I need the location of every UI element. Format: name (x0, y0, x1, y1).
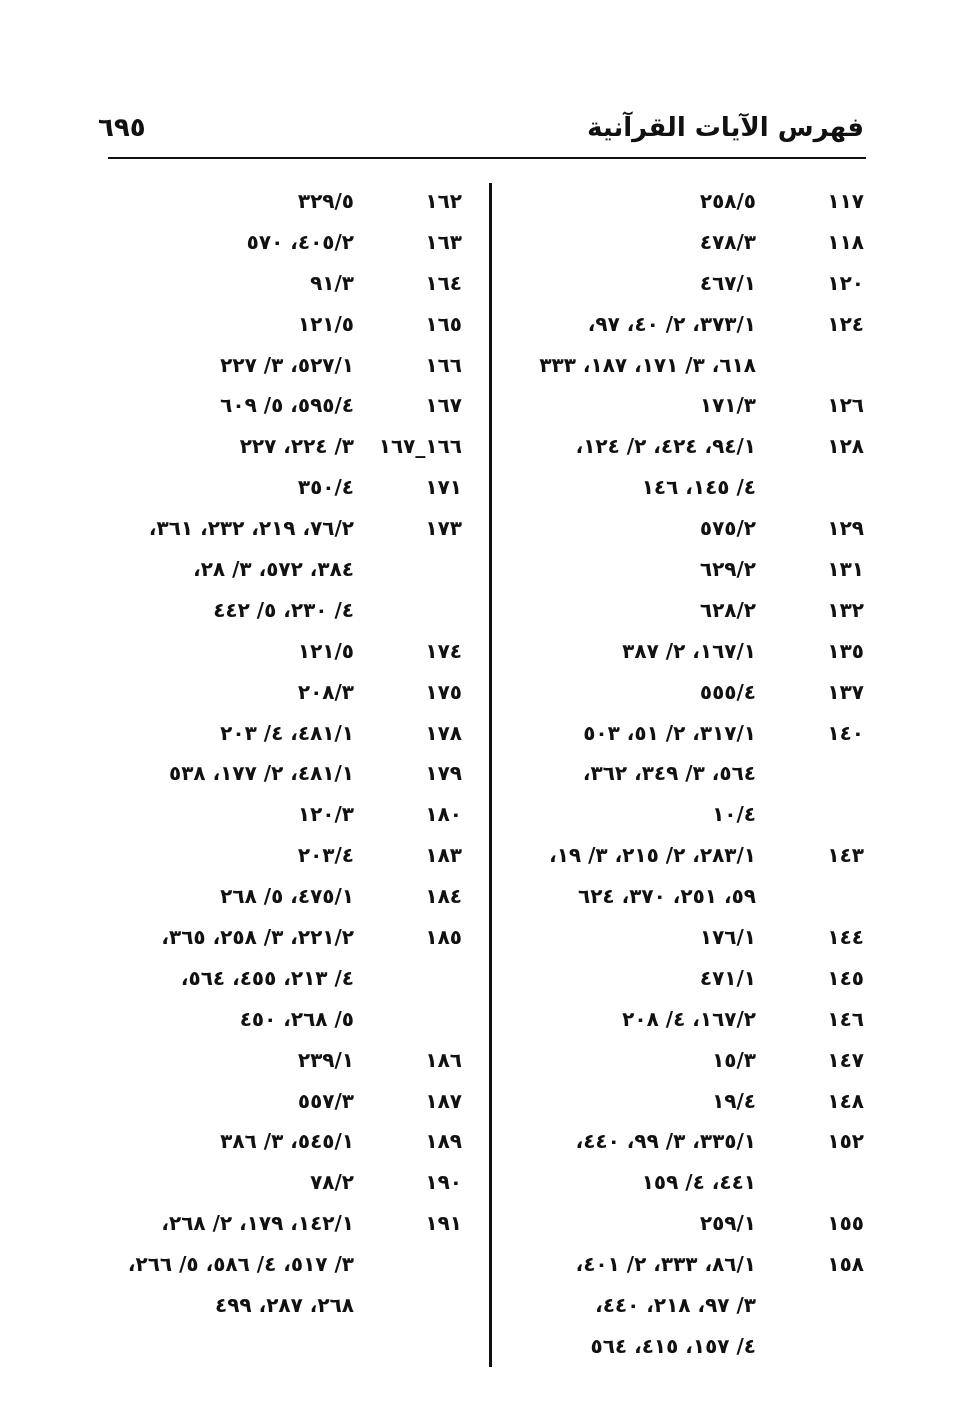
ayah-number: ١٦٢ (425, 189, 462, 213)
ayah-number: ١٢٠ (827, 270, 864, 295)
ayah-number: ١٤٥ (827, 965, 864, 990)
ayah-number: ١٧٨ (425, 720, 462, 745)
index-entry (500, 631, 872, 672)
ayah-number: ١٤٦ (827, 1006, 864, 1031)
volume-page-references: ٤٧١/١ (699, 965, 756, 990)
ayah-number: ١٣١ (827, 557, 864, 582)
volume-page-references: ١٤٢/١، ١٧٩، ٢/ ٢٦٨، (161, 1211, 354, 1236)
ayah-number: ١٧١ (425, 475, 462, 500)
volume-page-references: ١٢١/٥ (297, 638, 354, 663)
ayah-number: ١٥٥ (827, 1211, 864, 1236)
volume-page-references: ٣٢٩/٥ (297, 189, 354, 213)
volume-page-references: ٦٢٩/٢ (699, 557, 756, 582)
ayah-number: ١٨٧ (425, 1088, 462, 1113)
volume-page-references: ٣/ ٢٢٤، ٢٢٧ (239, 434, 354, 459)
ayah-number: ١٥٢ (827, 1129, 864, 1154)
index-entry (500, 1162, 872, 1203)
volume-page-references: ١٢٠/٣ (297, 802, 354, 827)
index-entry (500, 590, 872, 631)
volume-page-references: ٤٧٨/٣ (699, 229, 756, 254)
ayah-number: ١٧٥ (425, 679, 462, 704)
ayah-number: ١٦٣ (425, 229, 462, 254)
volume-page-references: ٨٦/١، ٣٣٣، ٢/ ٤٠١، (575, 1252, 756, 1277)
volume-page-references: ١٧١/٣ (699, 393, 756, 418)
header-rule (108, 157, 866, 159)
index-entry (500, 181, 872, 222)
volume-page-references: ٢٥٩/١ (699, 1211, 756, 1236)
volume-page-references: ٥/ ٢٦٨، ٤٥٠ (239, 1006, 354, 1031)
ayah-number: ١٤٧ (827, 1047, 864, 1072)
index-entry (108, 753, 478, 794)
ayah-number: ١٤٨ (827, 1088, 864, 1113)
volume-page-references: ٥٩٥/٤، ٥/ ٦٠٩ (220, 393, 354, 418)
volume-page-references: ٤٨١/١، ٤/ ٢٠٣ (220, 720, 354, 745)
ayah-number: ١٨٣ (425, 843, 462, 868)
index-entry (500, 508, 872, 549)
volume-page-references: ٥٥٧/٣ (297, 1088, 354, 1113)
index-entry (500, 794, 872, 835)
volume-page-references: ٤٨١/١، ٢/ ١٧٧، ٥٣٨ (168, 761, 354, 786)
index-entry (108, 1244, 478, 1285)
page-header-title: فهرس الآيات القرآنية (587, 113, 864, 143)
index-entry (500, 1244, 872, 1285)
index-entry (500, 426, 872, 467)
index-entry (108, 917, 478, 958)
index-entry (500, 917, 872, 958)
ayah-number: ١٩٠ (425, 1170, 462, 1195)
volume-page-references: ٣١٧/١، ٢/ ٥١، ٥٠٣ (583, 720, 756, 745)
index-entry (500, 263, 872, 304)
volume-page-references: ٣/ ٥١٧، ٤/ ٥٨٦، ٥/ ٢٦٦، (127, 1252, 354, 1277)
index-entry (500, 1121, 872, 1162)
volume-page-references: ١٠/٤ (712, 802, 756, 827)
index-entry (108, 385, 478, 426)
volume-page-references: ٢٢١/٢، ٣/ ٢٥٨، ٣٦٥، (161, 925, 354, 950)
volume-page-references: ٢٨٣/١، ٢/ ٢١٥، ٣/ ١٩، (549, 843, 756, 868)
ayah-number: ١٧٩ (425, 761, 462, 786)
volume-page-references: ٢٥٨/٥ (699, 189, 756, 213)
ayah-number: ١٢٨ (827, 434, 864, 459)
index-entry (500, 1285, 872, 1326)
index-entry (108, 467, 478, 508)
index-entry (108, 794, 478, 835)
volume-page-references: ٣٥٠/٤ (297, 475, 354, 500)
volume-page-references: ٤٧٥/١، ٥/ ٢٦٨ (220, 884, 354, 909)
volume-page-references: ٤/ ١٤٥، ١٤٦ (641, 475, 756, 500)
volume-page-references: ٩١/٣ (310, 270, 354, 295)
index-entry (108, 426, 478, 467)
index-entry (108, 1285, 478, 1326)
ayah-number: ١٢٤ (827, 311, 864, 336)
volume-page-references: ٥٥٥/٤ (699, 679, 756, 704)
index-entry (500, 1040, 872, 1081)
index-entry (108, 222, 478, 263)
volume-page-references: ٧٨/٢ (310, 1170, 354, 1195)
volume-page-references: ١٦٧/٢، ٤/ ٢٠٨ (622, 1006, 756, 1031)
volume-page-references: ١٥/٣ (712, 1047, 756, 1072)
volume-page-references: ٢٠٣/٤ (297, 843, 354, 868)
volume-page-references: ٥٧٥/٢ (699, 516, 756, 541)
ayah-number: ١٢٩ (827, 516, 864, 541)
index-entry (108, 304, 478, 345)
volume-page-references: ٥٩، ٢٥١، ٣٧٠، ٦٢٤ (578, 884, 756, 909)
volume-page-references: ٤٠٥/٢، ٥٧٠ (246, 229, 354, 254)
volume-page-references: ٥٢٧/١، ٣/ ٢٢٧ (220, 352, 354, 377)
ayah-number: ١٣٧ (827, 679, 864, 704)
ayah-number: ١٦٥ (425, 311, 462, 336)
ayah-number: ١١٨ (827, 229, 864, 254)
index-entry (108, 1121, 478, 1162)
ayah-number: ١٤٣ (827, 843, 864, 868)
index-entry (108, 835, 478, 876)
index-entry (108, 672, 478, 713)
ayah-number: ١٥٨ (827, 1252, 864, 1277)
volume-page-references: ٦١٨، ٣/ ١٧١، ١٨٧، ٣٣٣ (539, 352, 756, 377)
ayah-number: ١٤٠ (827, 720, 864, 745)
volume-page-references: ٥٤٥/١، ٣/ ٣٨٦ (220, 1129, 354, 1154)
ayah-number: ١٨٤ (425, 884, 462, 909)
index-entry (500, 385, 872, 426)
ayah-number: ١٣٥ (827, 638, 864, 663)
index-entry (500, 958, 872, 999)
index-entry (108, 999, 478, 1040)
index-entry (108, 263, 478, 304)
index-entry (500, 753, 872, 794)
volume-page-references: ٤/ ٢١٣، ٤٥٥، ٥٦٤، (180, 965, 354, 990)
index-entry (108, 508, 478, 549)
volume-page-references: ٣٨٤، ٥٧٢، ٣/ ٢٨، (193, 557, 354, 582)
ayah-number: ١٨٦ (425, 1047, 462, 1072)
index-entry (500, 835, 872, 876)
index-entry (500, 672, 872, 713)
volume-page-references: ١٧٦/١ (699, 925, 756, 950)
ayah-number: ١٨٥ (425, 925, 462, 950)
ayah-number: ١٦٧ (425, 393, 462, 418)
volume-page-references: ٩٤/١، ٤٢٤، ٢/ ١٢٤، (575, 434, 756, 459)
ayah-number: ١٨٠ (425, 802, 462, 827)
ayah-number: ١٨٩ (425, 1129, 462, 1154)
volume-page-references: ٤/ ١٥٧، ٤١٥، ٥٦٤ (590, 1333, 756, 1358)
volume-page-references: ٣٧٣/١، ٢/ ٤٠، ٩٧، (587, 311, 756, 336)
index-entry (500, 222, 872, 263)
index-entry (500, 1326, 872, 1367)
index-entry (108, 1081, 478, 1122)
index-entry (108, 549, 478, 590)
ayah-number: ١٤٤ (827, 925, 864, 950)
right-index-column (500, 181, 872, 1367)
index-entry (108, 1040, 478, 1081)
index-entry (108, 958, 478, 999)
column-divider (489, 183, 492, 1367)
index-entry (108, 713, 478, 754)
index-entry (500, 345, 872, 386)
volume-page-references: ٣/ ٩٧، ٢١٨، ٤٤٠، (595, 1293, 756, 1318)
ayah-number: ١٩١ (425, 1211, 462, 1236)
index-entry (500, 467, 872, 508)
ayah-number: ١١٧ (827, 189, 864, 213)
ayah-number: ١٢٦ (827, 393, 864, 418)
ayah-number: ١٦٦_١٦٧ (378, 434, 462, 459)
volume-page-references: ١٢١/٥ (297, 311, 354, 336)
page-number: ٦٩٥ (98, 113, 146, 143)
index-entry (500, 1203, 872, 1244)
index-entry (500, 1081, 872, 1122)
ayah-number: ١٧٤ (425, 638, 462, 663)
index-entry (108, 876, 478, 917)
volume-page-references: ٢٠٨/٣ (297, 679, 354, 704)
index-entry (500, 999, 872, 1040)
volume-page-references: ٤٦٧/١ (699, 270, 756, 295)
index-entry (108, 1203, 478, 1244)
index-entry (500, 549, 872, 590)
volume-page-references: ٥٦٤، ٣/ ٣٤٩، ٣٦٢، (582, 761, 756, 786)
index-entry (108, 1162, 478, 1203)
index-entry (500, 304, 872, 345)
index-entry (108, 181, 478, 222)
volume-page-references: ٤/ ٢٣٠، ٥/ ٤٤٢ (213, 597, 354, 622)
volume-page-references: ١٩/٤ (712, 1088, 756, 1113)
volume-page-references: ٢٣٩/١ (297, 1047, 354, 1072)
index-entry (108, 631, 478, 672)
index-entry (500, 713, 872, 754)
volume-page-references: ٣٣٥/١، ٣/ ٩٩، ٤٤٠، (575, 1129, 756, 1154)
ayah-number: ١٦٦ (425, 352, 462, 377)
volume-page-references: ٤٤١، ٤/ ١٥٩ (641, 1170, 756, 1195)
index-entry (500, 876, 872, 917)
volume-page-references: ٧٦/٢، ٢١٩، ٢٣٢، ٣٦١، (148, 516, 354, 541)
ayah-number: ١٧٣ (425, 516, 462, 541)
ayah-number: ١٦٤ (425, 270, 462, 295)
index-entry (108, 590, 478, 631)
volume-page-references: ٢٦٨، ٢٨٧، ٤٩٩ (215, 1293, 354, 1318)
ayah-number: ١٣٢ (827, 597, 864, 622)
index-entry (108, 345, 478, 386)
left-index-column (108, 181, 478, 1326)
volume-page-references: ١٦٧/١، ٢/ ٣٨٧ (622, 638, 756, 663)
volume-page-references: ٦٢٨/٢ (699, 597, 756, 622)
